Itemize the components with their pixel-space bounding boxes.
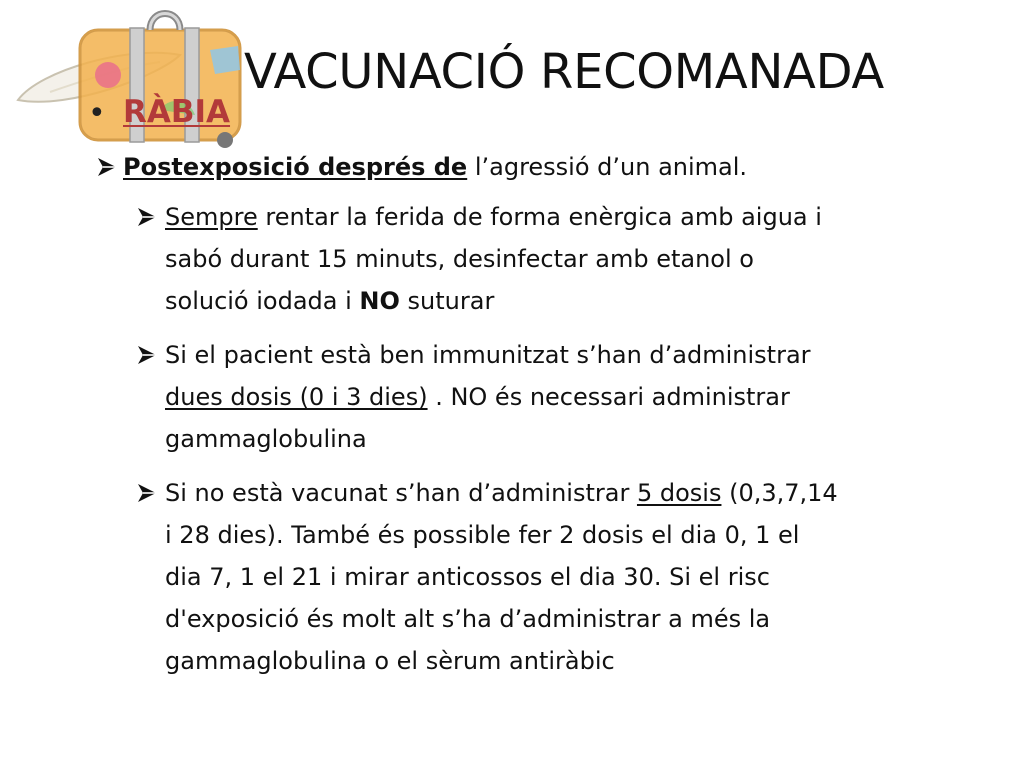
item1-line2: sabó durant 15 minuts, desinfectar amb etanol o — [165, 245, 754, 273]
item2-line2-underlined: dues dosis (0 i 3 dies) — [165, 383, 428, 411]
postexposicio-label: Postexposició després de — [123, 153, 468, 181]
arrow-bullet-icon — [136, 481, 160, 505]
item1-lead: Sempre — [165, 203, 258, 231]
item3-line1-underlined: 5 dosis — [636, 479, 722, 507]
item1-line3-pre: solució iodada i — [165, 287, 360, 315]
item3-line3: dia 7, 1 el 21 i mirar anticossos el dia 30. Si el risc — [165, 563, 770, 591]
item3-line2: i 28 dies). També és possible fer 2 dosis el dia 0, 1 el — [165, 521, 800, 549]
item1-line1: rentar la ferida de forma enèrgica amb aigua i — [257, 203, 822, 231]
item1-line3-bold: NO — [359, 287, 400, 315]
arrow-bullet-icon — [136, 205, 160, 229]
arrow-bullet-icon — [136, 343, 160, 367]
item2-line2-rest: . NO és necessari administrar — [427, 383, 790, 411]
item3-line1-post: (0,3,7,14 — [721, 479, 838, 507]
item1-line3-post: suturar — [399, 287, 495, 315]
item3-line1-pre: Si no està vacunat s’han d’administrar — [165, 479, 637, 507]
item2-line3: gammaglobulina — [165, 425, 367, 453]
arrow-bullet-icon — [96, 155, 120, 179]
level1-bullet-rabia: RÀBIA — [123, 94, 231, 130]
item2-line1: Si el pacient està ben immunitzat s’han d’administrar — [165, 341, 811, 369]
bullet-dot-icon: • — [88, 96, 106, 131]
item3-line5: gammaglobulina o el sèrum antiràbic — [165, 647, 615, 675]
postexposicio-rest: l’agressió d’un animal. — [467, 153, 748, 181]
item3-line4: d'exposició és molt alt s’ha d’administrar a més la — [165, 605, 771, 633]
slide-title: VACUNACIÓ RECOMANADA — [244, 44, 884, 100]
